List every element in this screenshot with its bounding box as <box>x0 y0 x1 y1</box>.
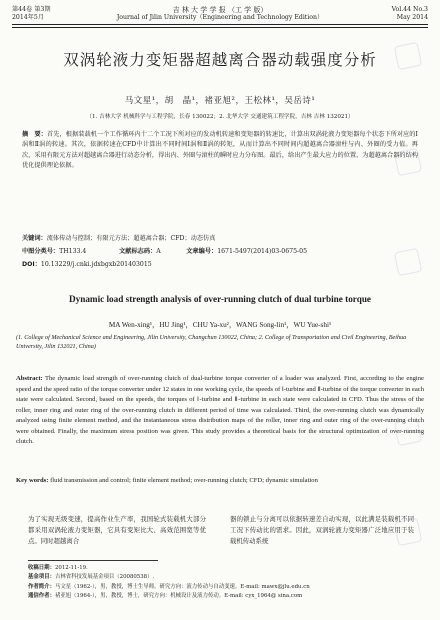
abstract-en-text: The dynamic load strength of over-running clutch of dual-turbine torque converter of a loader was analyzed. First, according to the engine speed and the speed ratio of the torque converter under 12 states in one working cycle, the speeds of Ⅰ-turbine and Ⅱ-turbine of the torque converter in each state were calculated. Second, based on the speeds, the torques of Ⅰ-turbine and Ⅱ-turbine in each state were calculated in CFD. Thus the stress of the roller, inner ring and outer ring of the over-running clutch in different period of time was calculated. Third, the over-running clutch was dynamically analyzed using finite element method, and the instantaneous stress distribution maps of the roller, inner ring and outer ring of the over-running clutch were obtained. Finally, the maximum stress position was given. This study provides a theoretical basis for the structural optimization of over-running clutch. <box>16 375 424 445</box>
authors-en: MA Wen-xing¹，HU Jing¹，CHU Ya-xu²，WANG Song-lin¹，WU Yue-shi¹ <box>108 321 332 329</box>
footnotes <box>28 564 416 602</box>
keywords-en-text: fluid transmission and control; finite element method; over-running clutch; CFD; dynamic simulation <box>50 477 318 484</box>
footnote-label: 基金项目： <box>28 574 55 581</box>
footnote-label: 通信作者： <box>28 593 55 600</box>
footnote-received <box>28 564 416 573</box>
watermark-icon <box>394 418 422 446</box>
keywords-cn-text: 流体传动与控制；有限元方法；超越离合器；CFD；动态仿真 <box>46 235 216 242</box>
paper-title-cn: 双涡轮液力变矩器超越离合器动载强度分析 <box>63 51 377 69</box>
footnote-text: 吉林省科技发展基金项目（20080538）. <box>54 574 155 581</box>
article-no-value: 1671-5497(2014)03-0675-05 <box>217 248 308 255</box>
keywords-cn <box>22 233 418 242</box>
watermark-icon <box>394 42 422 70</box>
abstract-en <box>16 374 424 448</box>
doc-code-label: 文献标志码： <box>119 248 157 255</box>
volume-issue-en: Vol.44 No.3 <box>391 6 428 13</box>
running-head <box>12 6 428 24</box>
paper-title-en: Dynamic load strength analysis of over-running clutch of dual turbine torque <box>68 294 372 304</box>
footnote-corresponding <box>28 592 416 601</box>
date-en: May 2014 <box>396 14 428 21</box>
affiliation-cn: （1. 吉林大学 机械科学与工程学院，长春 130022；2. 北华大学 交通建筑工程学院，吉林 吉林 132021） <box>86 114 354 120</box>
body-column-left: 为了实现无级变速，提高作业生产率，我国轮式装载机大部分都采用双涡轮液力变矩器，它具有变矩比大、高效范围宽等优点。同时超越离合 <box>28 515 206 545</box>
doi-value: 10.13229/j.cnki.jdxbgxb201403015 <box>40 261 152 268</box>
keywords-en <box>16 476 424 487</box>
header-rule-thin <box>12 27 428 28</box>
article-no-label: 文章编号： <box>186 248 218 255</box>
abstract-cn-label: 摘 要： <box>22 131 47 138</box>
clc-label: 中图分类号： <box>22 248 60 255</box>
abstract-cn <box>22 130 418 172</box>
clc-value: TH133.4 <box>59 248 87 255</box>
keywords-en-label: Key words: <box>16 477 49 484</box>
issue-info-en <box>392 6 428 22</box>
keywords-cn-label: 关键词： <box>22 235 47 242</box>
watermark-icon <box>394 148 422 176</box>
volume-issue-cn: 第44卷 第3期 <box>12 6 51 13</box>
doc-code-value: A <box>156 248 161 255</box>
abstract-en-label: Abstract: <box>16 375 43 382</box>
classification-cn <box>22 246 418 255</box>
affiliation-en: (1. College of Mechanical Science and Engineering, Jilin University, Changchun 130022, China; 2. College of Transportation and Civil Engineering, Beihua University, Jilin 132021, China) <box>16 334 407 350</box>
footnote-text: 2012-11-19. <box>54 565 88 571</box>
footnote-label: 收稿日期： <box>28 565 55 571</box>
doi-line <box>22 259 418 268</box>
watermark-icon <box>394 248 422 276</box>
doi-label: DOI： <box>22 261 41 268</box>
watermark-icon <box>394 518 422 546</box>
journal-name-cn: 吉 林 大 学 学 报 （工 学 版） <box>172 6 268 14</box>
journal-name <box>12 6 428 22</box>
journal-name-en: Journal of Jilin University（Engineering and Technology Edition） <box>116 14 324 21</box>
authors-cn: 马文星¹，胡 晶¹，褚亚旭²，王松林¹，吴岳诗¹ <box>124 96 316 106</box>
footnote-author <box>28 583 416 592</box>
footnote-rule <box>28 560 158 561</box>
footnote-text: 马文星（1962-），男，教授，博士生导师。研究方向：液力传动与自动变速。E-mail: mawx@jlu.edu.cn <box>54 583 310 590</box>
footnote-funding <box>28 573 416 582</box>
header-rule <box>12 24 428 25</box>
footnote-label: 作者简介： <box>28 583 55 590</box>
footnote-text: 褚亚旭（1964-），男，教授，博士，研究方向：机械设计及液力传动。E-mail: cyx_1964@ sina.com <box>54 593 303 600</box>
date-cn: 2014年5月 <box>12 14 45 21</box>
abstract-cn-text: 首先，根据装载机一个工作循环内十二个工况下所对应的发动机转速和变矩器的转速比，计算出双涡轮液力变矩器每个状态下所对应的Ⅰ涡和Ⅱ涡的转速。其次，依据转速在CFD中计算出不同时间Ⅰ涡和Ⅱ涡的转矩，从而计算出不同时间内超越离合器滚柱与内、外圈的受力值。再次，采用有限元方法对超越离合器进行动态分析，得出内、外圈与滚柱的瞬时应力分布图。最后，给出产生最大应力的位置，为超越离合器的结构优化提供理论依据。 <box>22 131 419 170</box>
body-column-right: 器的锁止与分离可以依据转速差自动实现，以此满足装载机不同工况下传动比的需求。因此，双涡轮液力变矩器广泛地应用于装载机传动系统 <box>230 515 414 545</box>
